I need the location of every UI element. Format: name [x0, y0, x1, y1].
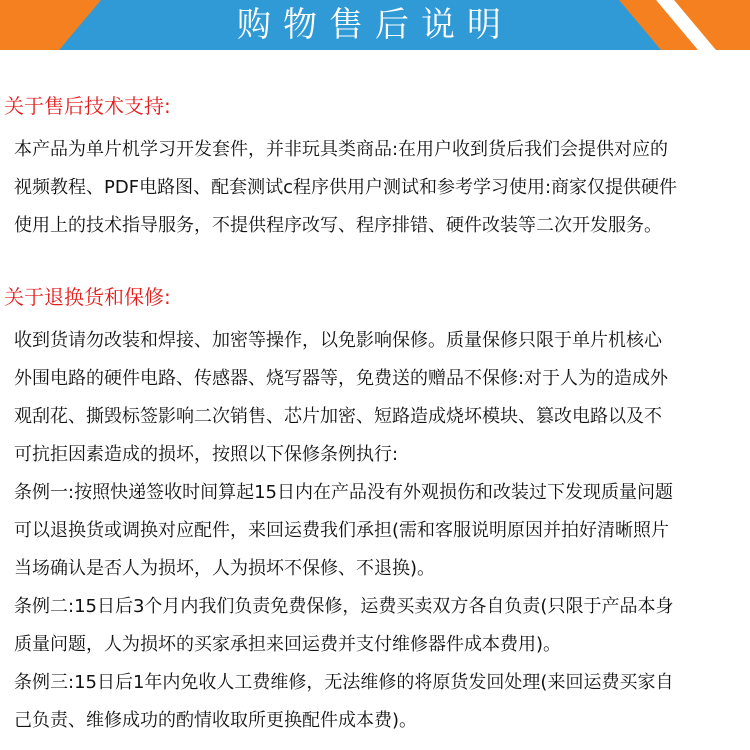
returns-line: 可以退换货或调换对应配件，来回运费我们承担(需和客服说明原因并拍好清晰照片: [14, 520, 670, 541]
support-line: 本产品为单片机学习开发套件，并非玩具类商品:在用户收到货后我们会提供对应的: [14, 139, 669, 160]
page-title: 购物售后说明: [237, 5, 513, 45]
returns-line: 收到货请勿改装和焊接、加密等操作，以免影响保修。质量保修只限于单片机核心: [14, 330, 662, 351]
returns-line: 条例一:按照快递签收时间算起15日内在产品没有外观损伤和改装过下发现质量问题: [14, 482, 673, 503]
returns-line: 可抗拒因素造成的损坏，按照以下保修条例执行:: [14, 444, 399, 465]
support-heading: 关于售后技术支持:: [4, 94, 171, 118]
returns-line: 己负责、维修成功的酌情收取所更换配件成本费)。: [14, 710, 418, 731]
returns-line: 质量问题，人为损坏的买家承担来回运费并支付维修器件成本费用)。: [14, 634, 562, 655]
returns-line: 当场确认是否人为损坏，人为损坏不保修、不退换)。: [14, 558, 436, 579]
support-line: 视频教程、PDF电路图、配套测试c程序供用户测试和参考学习使用:商家仅提供硬件: [14, 177, 678, 198]
returns-line: 外围电路的硬件电路、传感器、烧写器等，免费送的赠品不保修:对于人为的造成外: [14, 368, 669, 389]
returns-paragraph: [14, 322, 738, 740]
support-line: 使用上的技术指导服务，不提供程序改写、程序排错、硬件改装等二次开发服务。: [14, 215, 662, 236]
header-banner: [0, 0, 750, 50]
returns-line: 条例三:15日后1年内免收人工费维修，无法维修的将原货发回处理(来回运费买家自: [14, 672, 674, 693]
returns-line: 观刮花、撕毁标签影响二次销售、芯片加密、短路造成烧坏模块、篡改电路以及不: [14, 406, 662, 427]
returns-line: 条例二:15日后3个月内我们负责免费保修，运费买卖双方各自负责(只限于产品本身: [14, 596, 674, 617]
support-paragraph: [14, 131, 738, 245]
returns-heading: 关于退换货和保修:: [4, 285, 171, 309]
